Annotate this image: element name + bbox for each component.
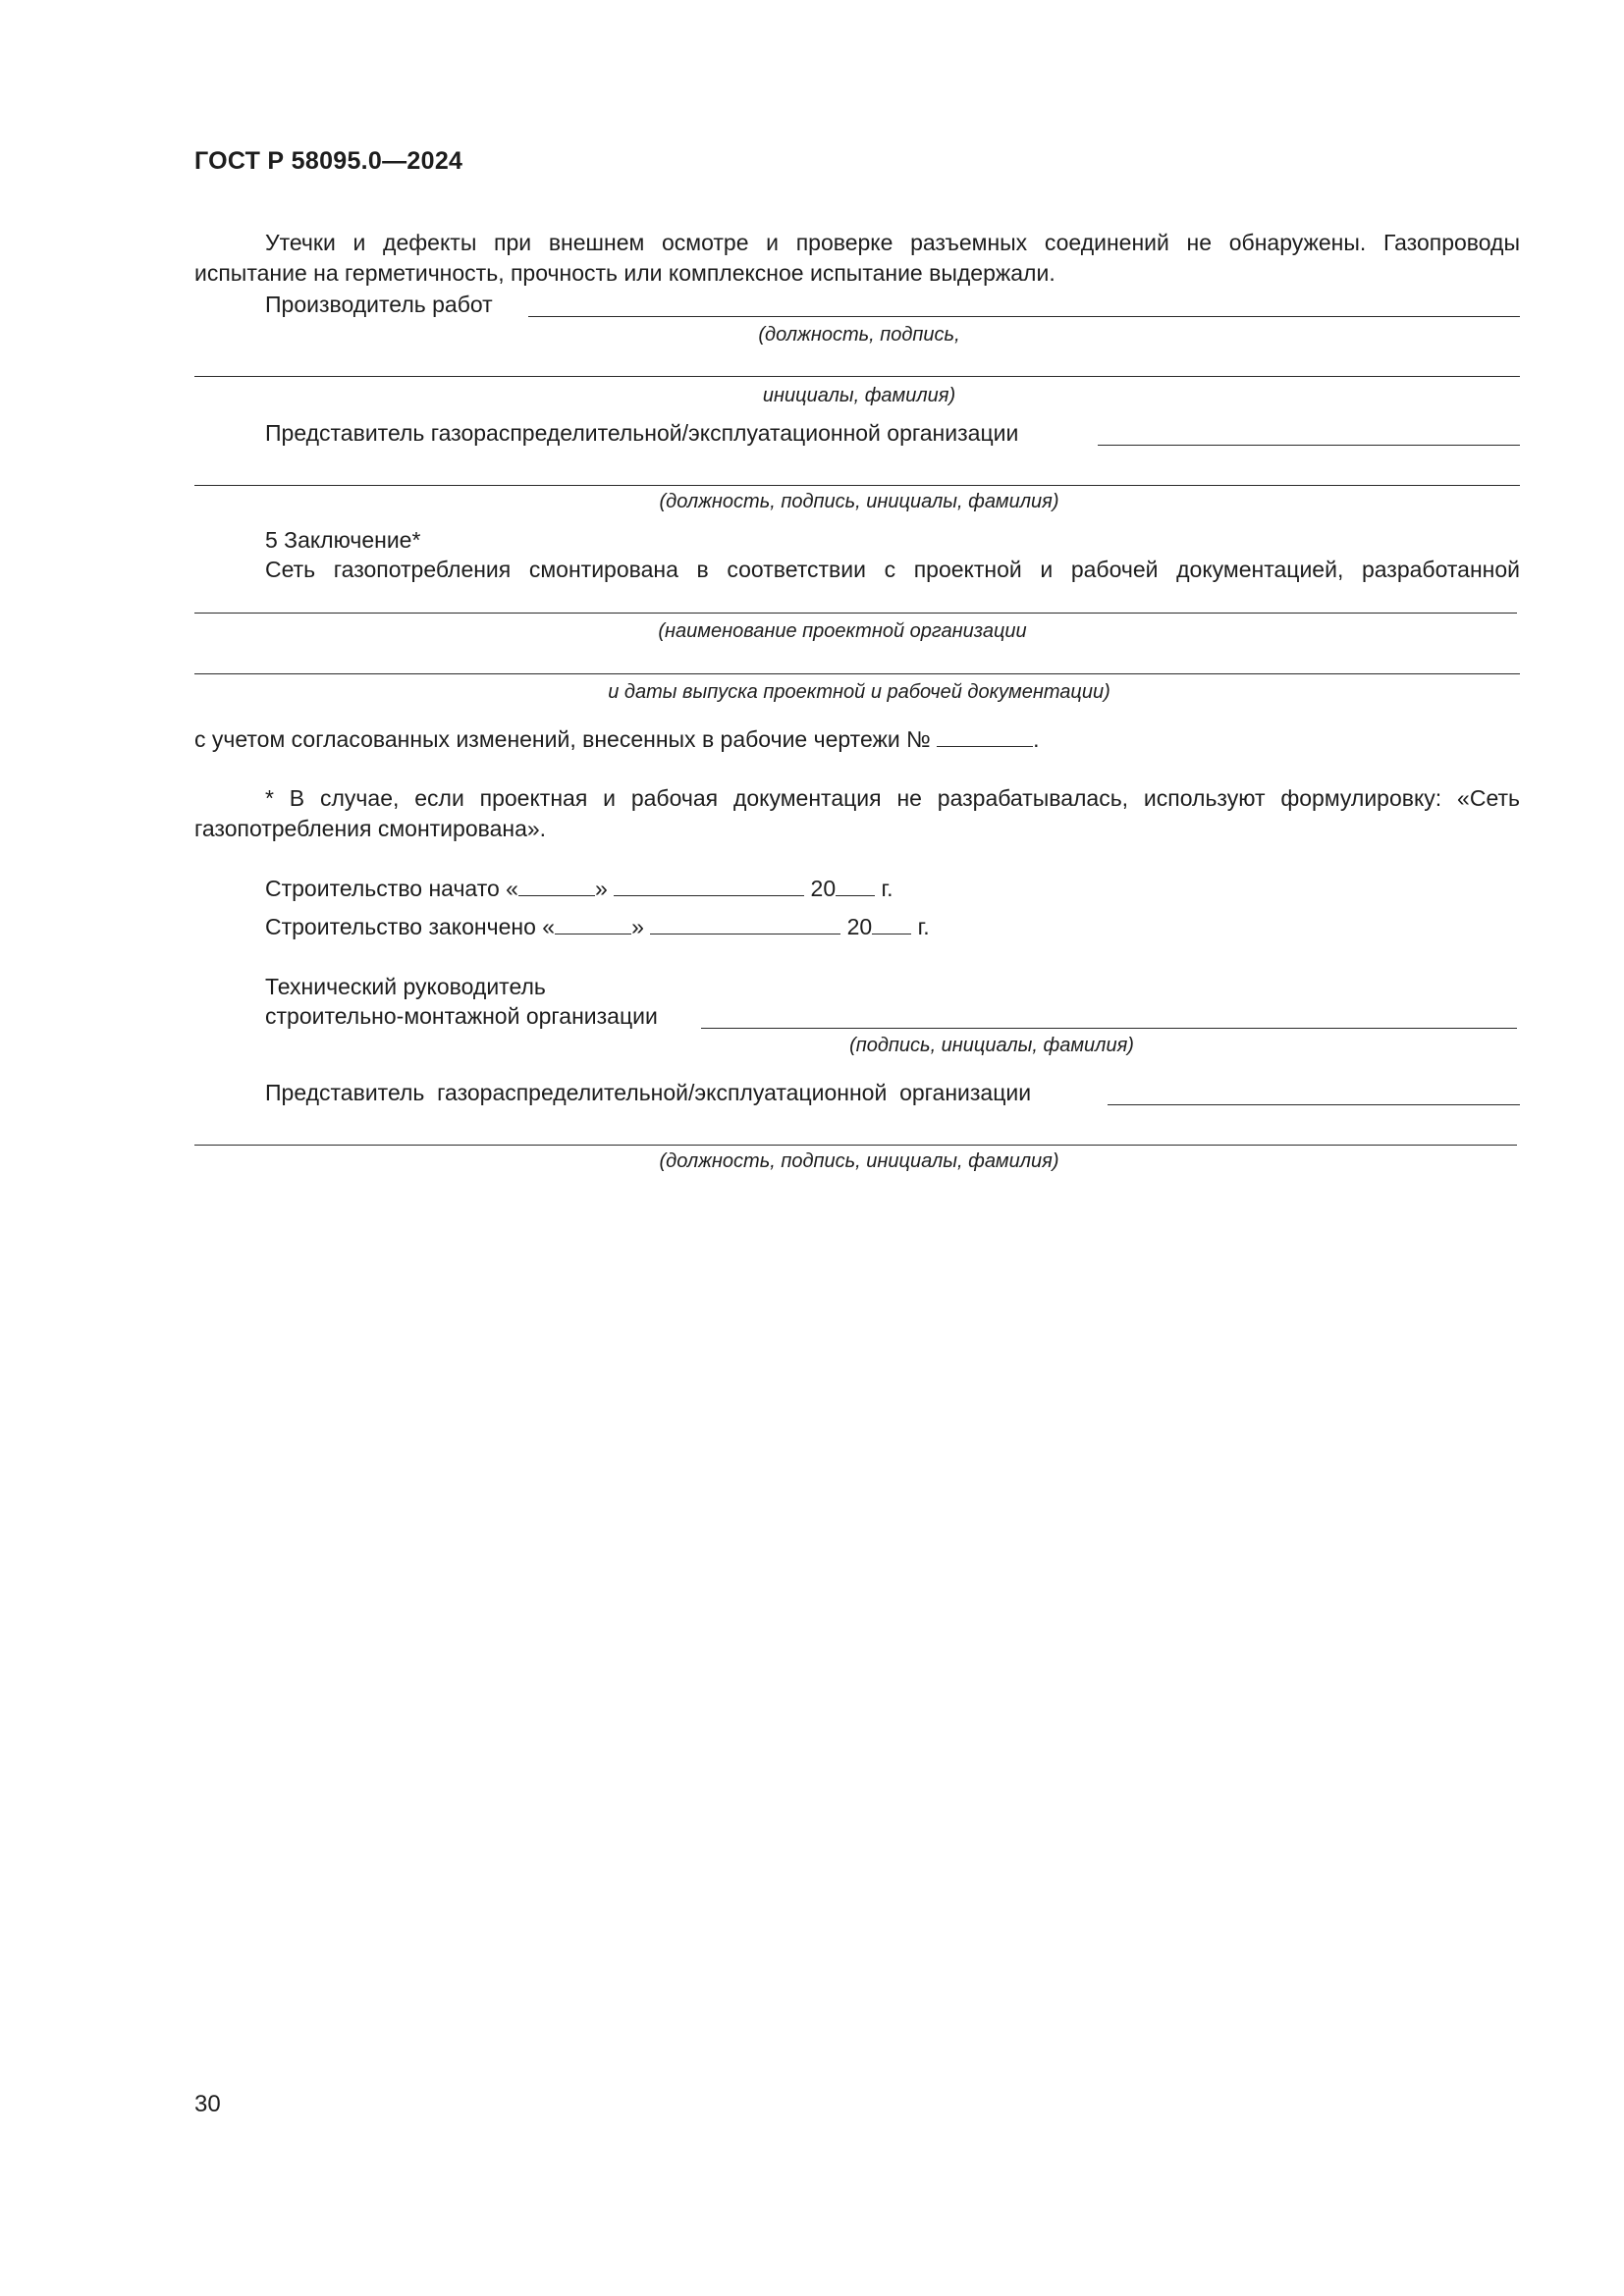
- gas-rep-1-label: Представитель газораспределительной/эксплуатационной организации: [265, 420, 1019, 446]
- inspection-line-2: испытание на герметичность, прочность или комплексное испытание выдержали.: [194, 260, 1056, 286]
- inspection-line-1: Утечки и дефекты при внешнем осмотре и проверке разъемных соединений не обнаружены. Газопроводы: [265, 230, 1520, 255]
- tech-manager-line-2: строительно-монтажной организации: [265, 1003, 658, 1029]
- tech-manager-caption: (подпись, инициалы, фамилия): [849, 1035, 1134, 1056]
- gas-rep-1-line-b[interactable]: [194, 485, 1520, 486]
- construction-started: [265, 874, 893, 903]
- conclusion-text: Сеть газопотребления смонтирована в соответствии с проектной и рабочей документацией, разработанной: [265, 557, 1520, 582]
- started-year-suffix: г.: [881, 876, 893, 901]
- construction-completed: [265, 912, 930, 941]
- conclusion-heading: 5 Заключение*: [265, 527, 421, 553]
- completed-year-suffix: г.: [917, 914, 930, 939]
- started-label: Строительство начато «: [265, 876, 518, 901]
- completed-label: Строительство закончено «: [265, 914, 556, 939]
- conclusion-caption-dates: и даты выпуска проектной и рабочей документации): [608, 681, 1110, 703]
- tech-manager-signature-line[interactable]: [701, 1028, 1517, 1029]
- footnote-line-2: газопотребления смонтирована».: [194, 816, 547, 841]
- gas-rep-2-line-a[interactable]: [1108, 1104, 1520, 1105]
- drawing-number-blank[interactable]: [937, 724, 1033, 747]
- completed-day-blank[interactable]: [555, 912, 631, 934]
- changes-line: [194, 724, 1520, 754]
- gas-rep-1-line-a[interactable]: [1098, 445, 1520, 446]
- conclusion-caption-org: (наименование проектной организации: [658, 620, 1027, 642]
- completed-month-blank[interactable]: [650, 912, 840, 934]
- started-year-prefix: 20: [810, 876, 837, 901]
- gas-rep-2-caption: (должность, подпись, инициалы, фамилия): [659, 1150, 1059, 1172]
- gas-rep-2-line-b[interactable]: [194, 1145, 1517, 1146]
- conclusion-dates-line[interactable]: [194, 673, 1520, 674]
- gas-rep-2-label: Представитель газораспределительной/эксплуатационной организации: [265, 1080, 1032, 1105]
- completed-year-prefix: 20: [846, 914, 873, 939]
- page-number: 30: [194, 2091, 221, 2117]
- conclusion-org-line[interactable]: [194, 613, 1517, 614]
- footnote-line-1: * В случае, если проектная и рабочая документация не разрабатывалась, используют формулировку: «Сеть: [265, 785, 1520, 811]
- completed-quote-close: »: [631, 914, 644, 939]
- changes-suffix: .: [1033, 726, 1040, 752]
- works-producer-caption-2: инициалы, фамилия): [762, 385, 956, 406]
- started-month-blank[interactable]: [614, 874, 804, 896]
- works-producer-signature-line-2[interactable]: [194, 376, 1520, 377]
- gas-rep-1-caption: (должность, подпись, инициалы, фамилия): [659, 491, 1059, 512]
- works-producer-label: Производитель работ: [265, 292, 493, 317]
- completed-year-blank[interactable]: [872, 912, 911, 934]
- changes-prefix: с учетом согласованных изменений, внесенных в рабочие чертежи №: [194, 726, 931, 752]
- started-year-blank[interactable]: [836, 874, 875, 896]
- started-day-blank[interactable]: [518, 874, 595, 896]
- document-page: [194, 0, 1520, 2296]
- tech-manager-line-1: Технический руководитель: [265, 974, 546, 999]
- started-quote-close: »: [594, 876, 608, 901]
- document-code: ГОСТ Р 58095.0—2024: [194, 147, 463, 175]
- works-producer-signature-line[interactable]: [528, 316, 1520, 317]
- works-producer-caption-1: (должность, подпись,: [758, 324, 960, 346]
